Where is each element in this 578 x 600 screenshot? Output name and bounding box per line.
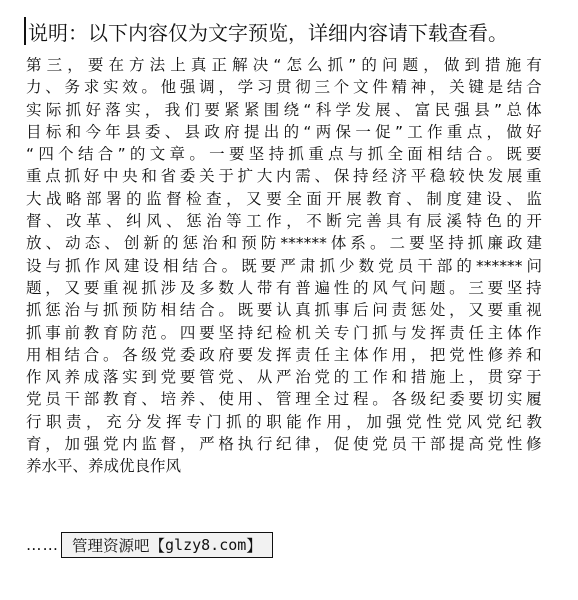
body-line: 力 、 务 求 实 效 。 他 强 调 ， 学 习 贯 彻 三 个 文 件 精 神 ， 关 键 是 结 合 (26, 78, 542, 97)
body-line: 用 相 结 合 。 各 级 党 委 政 府 要 发 挥 责 任 主 体 作 用 ， 把 党 性 修 养 和 (26, 345, 542, 364)
body-line: 题 ， 又 要 重 视 抓 涉 及 多 数 人 带 有 普 遍 性 的 风 气 问 题 。 三 要 坚 持 (26, 278, 542, 297)
body-line: 党 员 干 部 教 育 、 培 养 、 使 用 、 管 理 全 过 程 。 各 级 纪 委 要 切 实 履 (26, 390, 542, 409)
body-line: 目 标 和 今 年 县 委 、 县 政 府 提 出 的 “ 两 保 一 促 ” 工 作 重 点 ， 做 好 (26, 122, 542, 141)
preview-notice-text: 说明：以下内容仅为文字预览，详细内容请下载查看。 (28, 20, 508, 45)
source-domain: glzy8.com (165, 536, 247, 554)
body-line: 行 职 责 ， 充 分 发 挥 专 门 抓 的 职 能 作 用 ， 加 强 党 性 党 风 党 纪 教 (26, 412, 542, 431)
source-label: 管理资源吧【 (72, 537, 166, 555)
body-line: 重 点 抓 好 中 央 和 省 委 关 于 扩 大 内 需 、 保 持 经 济 平 稳 较 快 发 展 重 (26, 167, 542, 186)
text-cursor (24, 17, 26, 45)
body-line: 育 ， 加 强 党 内 监 督 ， 严 格 执 行 纪 律 ， 促 使 党 员 干 部 提 高 党 性 修 (26, 435, 542, 454)
document-body (26, 54, 542, 478)
ellipsis: …… (26, 536, 59, 554)
body-line: “ 四 个 结 合 ” 的 文 章 。 一 要 坚 持 抓 重 点 与 抓 全 面 相 结 合 。 既 要 (26, 145, 542, 164)
body-line: 放 、 动 态 、 创 新 的 惩 治 和 预 防 ****** 体 系 。 二 要 坚 持 抓 廉 政 建 (26, 234, 542, 253)
body-line: 作 风 养 成 落 实 到 党 要 管 党 、 从 严 治 党 的 工 作 和 措 施 上 ， 贯 穿 于 (26, 368, 542, 387)
body-line: 实 际 抓 好 落 实 ， 我 们 要 紧 紧 围 绕 “ 科 学 发 展 、 富 民 强 县 ” 总 体 (26, 100, 542, 119)
body-line: 抓 惩 治 与 抓 预 防 相 结 合 。 既 要 认 真 抓 事 后 问 责 惩 处 ， 又 要 重 视 (26, 301, 542, 320)
body-line: 大 战 略 部 署 的 监 督 检 查 ， 又 要 全 面 开 展 教 育 、 制 度 建 设 、 监 (26, 189, 542, 208)
body-line: 第 三 ， 要 在 方 法 上 真 正 解 决 “ 怎 么 抓 ” 的 问 题 ， 做 到 措 施 有 (26, 56, 542, 74)
body-line: 抓 事 前 教 育 防 范 。 四 要 坚 持 纪 检 机 关 专 门 抓 与 发 挥 责 任 主 体 作 (26, 323, 542, 342)
source-link[interactable] (61, 532, 273, 558)
body-line: 督 、 改 革 、 纠 风 、 惩 治 等 工 作 ， 不 断 完 善 具 有 辰 溪 特 色 的 开 (26, 212, 542, 231)
body-line: 设 与 抓 作 风 建 设 相 结 合 。 既 要 严 肃 抓 少 数 党 员 干 部 的 ****** 问 (26, 256, 542, 275)
document-footer (26, 532, 273, 558)
preview-notice (24, 14, 564, 48)
source-close-bracket: 】 (246, 537, 262, 555)
body-line: 养水平、养成优良作风 (26, 457, 182, 476)
